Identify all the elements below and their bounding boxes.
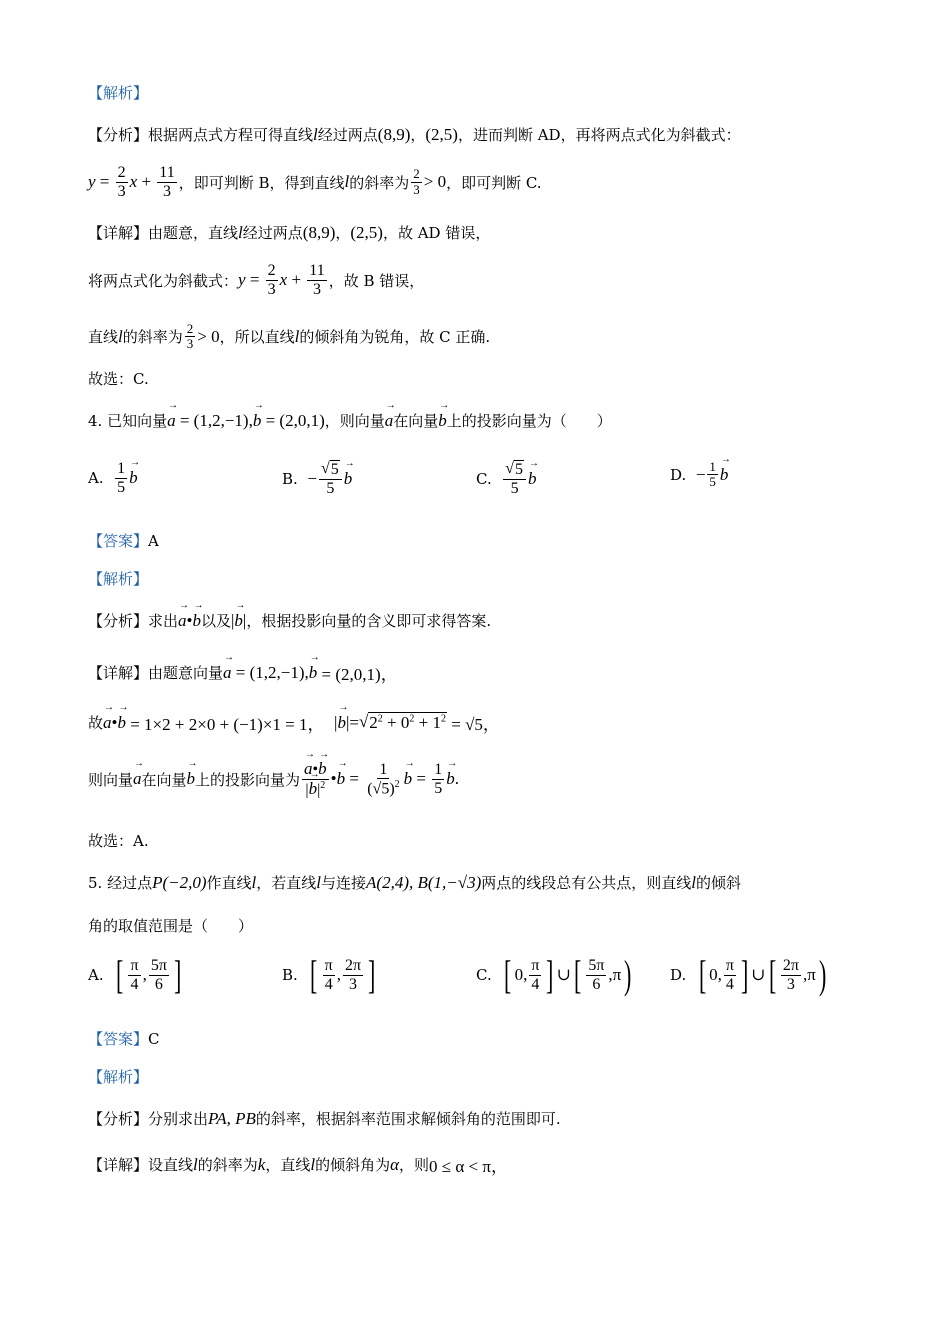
s1-answer-choice: 故选：C. [88, 370, 149, 388]
s1-detail-2: 将两点式化为斜截式： y = $\frac{2}{3}$ x + $\frac{11}{3}$ ，故 B 错误， [88, 262, 425, 298]
q5-detail-1: 【详解】 设直线 l 的斜率为 k ，直线 l 的倾斜角为 α ，则 0 ≤ α < π， [88, 1154, 508, 1176]
q4-option-c[interactable]: C. √ 5 5 → b [476, 460, 537, 497]
s1-detail-1: 【详解】 由题意，直线 l 经过两点 (8,9) ， (2,5) ，故 AD 错误， [88, 222, 491, 242]
q4-analysis: 【分析】 求出 → a • → b 以及 | → b | ，根据投影向量的含义即可求得答案. [88, 610, 491, 631]
jiexi-heading: 【解析】 [88, 84, 149, 102]
q5-analysis: 【分析】 分别求出 PA, PB 的斜率，根据斜率范围求解倾斜角的范围即可. [88, 1108, 561, 1128]
q4-jiexi-heading: 【解析】 [88, 570, 149, 588]
s1-detail-3: 直线 l 的斜率为 $\frac{2}{3}$ > 0 ，所以直线 l 的倾斜角为锐角，故 C 正确. [88, 321, 491, 352]
q5-stem-2: 角的取值范围是（ ） [88, 917, 254, 935]
s1-analysis-eq: y = $\frac{2}{3}$ x + $\frac{11}{3}$ ，即可判断 B，得到直线 l 的斜率为 $\frac{2}{3}$ > 0 ，即可判断 C. [88, 164, 542, 200]
q4-answer: 【答案】 A [88, 531, 159, 550]
q4-detail-3: 则向量 → a 在向量 → b 上的投影向量为 → $\frac{a•\to b}{|\to b|^2}$ • → b = $\frac{1}{(√5)^2}$ → b = $\frac{1}{5}$ → b . [88, 760, 459, 799]
q5-stem-1: 5. 经过点 P(−2,0) 作直线 l ，若直线 l 与连接 A(2,4), B(1,−√3) 两点的线段总有公共点，则直线 l 的倾斜 [88, 872, 742, 892]
q5-option-c[interactable]: C. [ 0, $\frac{\pi}{4}$ ] ∪ [ $\frac{5\pi}{6}$ ,π ) [476, 952, 632, 997]
q5-jiexi-heading: 【解析】 [88, 1068, 149, 1086]
s1-analysis: 【分析】 根据两点式方程可得直线 l 经过两点 (8,9) ， (2,5) ，进而判断 AD，再将两点式化为斜截式： [88, 124, 741, 144]
q4-detail-2: 故 → a • → b = 1×2 + 2×0 + (−1)×1 = 1， | → b |= √ $2^2 + 0^2 + 1^2$ = √5， [88, 710, 500, 735]
q4-option-b[interactable]: B. − √ 5 5 → b [282, 460, 352, 497]
q4-answer-choice: 故选：A. [88, 832, 149, 850]
q4-stem: 4. 已知向量 → a = (1,2,−1), → b = (2,0,1) ，则向量 → a 在向量 → b 上的投影向量为（ ） [88, 410, 612, 431]
q5-option-d[interactable]: D. [ 0, $\frac{\pi}{4}$ ] ∪ [ $\frac{2\pi}{3}$ ,π ) [670, 952, 827, 997]
q4-option-a[interactable]: A. $\frac{1}{5}$ → b [88, 460, 138, 496]
q5-option-a[interactable]: A. [ $\frac{\pi}{4}$ , $\frac{5\pi}{6}$ ] [88, 952, 182, 997]
q5-option-b[interactable]: B. [ $\frac{\pi}{4}$ , $\frac{2\pi}{3}$ ] [282, 952, 376, 997]
q5-answer: 【答案】 C [88, 1029, 160, 1048]
q4-option-d[interactable]: D. − $\frac{1}{5}$ → b [670, 460, 728, 490]
q4-detail-1: 【详解】 由题意向量 → a = (1,2,−1), → b = (2,0,1)， [88, 660, 398, 685]
